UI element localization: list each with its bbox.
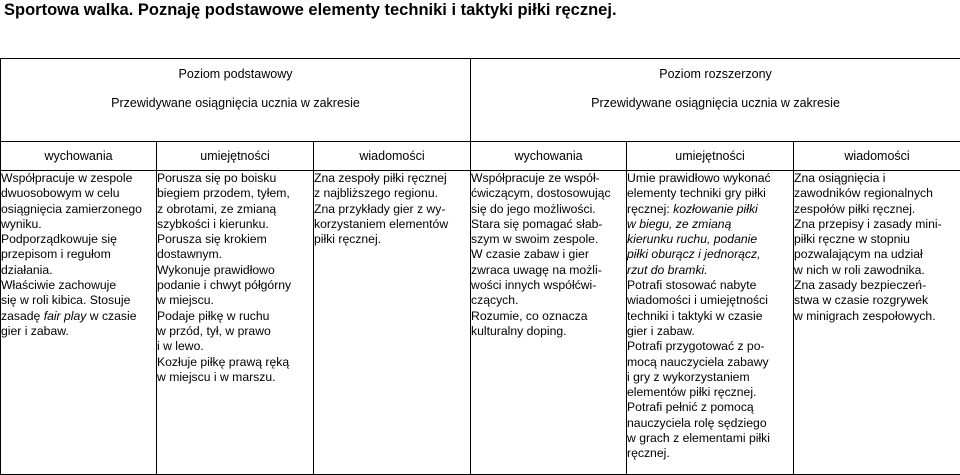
- cell-line: Współpracuje ze współ-: [471, 171, 600, 185]
- cell-line: Wykonuje prawidłowo: [157, 262, 275, 277]
- page-title: Sportowa walka. Poznaję podstawowe elementy techniki i taktyki piłki ręcznej.: [4, 1, 617, 19]
- cell-line: wiadomości i umiejętności: [627, 293, 768, 308]
- cell-line: Kozłuje piłkę prawą ręką: [157, 354, 290, 369]
- category-header: wiadomości: [794, 142, 960, 171]
- cell-line: Porusza się po boisku: [157, 171, 277, 185]
- cell-line: podanie i chwyt półgórny: [157, 278, 292, 293]
- cell-line: [1, 309, 156, 324]
- cell-line: Współpracuje w zespole: [1, 171, 133, 185]
- cell-line: piłki ręcznej.: [314, 232, 382, 247]
- cell-line: W czasie zabaw i gier: [471, 247, 589, 262]
- fair-play-term: fair play: [43, 308, 87, 323]
- cell-line: gier i zabaw.: [627, 323, 695, 338]
- cell-line: Stara się pomagać słab-: [471, 216, 603, 231]
- cell-line: kulturalny doping.: [471, 323, 567, 338]
- cell-line: Właściwie zachowuje: [1, 278, 117, 293]
- cell-line: Potrafi pełnić z pomocą: [627, 400, 754, 415]
- cell-line: w miejscu i w marszu.: [157, 369, 276, 384]
- cell-line: Porusza się krokiem: [157, 232, 267, 247]
- cell-line: nauczyciela rolę sędziego: [627, 415, 767, 430]
- italic-term: kierunku ruchu, podanie: [627, 232, 758, 247]
- cell-line: pozwalającym na udział: [794, 247, 923, 262]
- cell-line: w grach z elementami piłki: [627, 431, 770, 446]
- cell-line: w nich w roli zawodnika.: [794, 262, 925, 277]
- cell-line: korzystaniem elementów: [314, 216, 449, 231]
- cell-line: się do jego możliwości.: [471, 201, 596, 216]
- italic-term: kozłowanie piłki: [673, 201, 758, 216]
- extended-level-header: [471, 59, 960, 142]
- italic-term: piłki oburącz i jednorącz,: [627, 247, 761, 262]
- cell-line: elementy techniki gry piłki: [627, 186, 766, 201]
- category-header: wychowania: [471, 142, 627, 171]
- cell-line: dwuosobowym w celu: [1, 186, 120, 201]
- cell-line: zespołów piłki ręcznej.: [794, 201, 916, 216]
- extended-upbringing-cell: [471, 171, 627, 475]
- cell-line: wości innych współćwi-: [471, 278, 597, 293]
- content-row: [1, 171, 960, 475]
- basic-level-header: [1, 59, 471, 142]
- extended-level-subtitle: Przewidywane osiągnięcia ucznia w zakresie: [591, 96, 840, 110]
- cell-line: szym w swoim zespole.: [471, 232, 599, 247]
- category-header: wiadomości: [314, 142, 471, 171]
- cell-line: dostawnym.: [157, 247, 223, 262]
- cell-line: przepisom i regułom: [1, 247, 111, 262]
- cell-line: szybkości i kierunku.: [157, 216, 269, 231]
- basic-level-label: Poziom podstawowy: [178, 67, 293, 81]
- cell-line: działania.: [1, 262, 53, 277]
- extended-skills-cell: [627, 171, 794, 475]
- achievements-table: [0, 58, 960, 475]
- cell-line: wyniku.: [1, 216, 42, 231]
- cell-line: [627, 202, 793, 217]
- cell-line: biegiem przodem, tyłem,: [157, 186, 290, 201]
- cell-line: ćwiczącym, dostosowując: [471, 186, 611, 201]
- cell-line: zwraca uwagę na możli-: [471, 262, 602, 277]
- extended-level-label: Poziom rozszerzony: [659, 67, 772, 81]
- cell-text: w czasie: [86, 308, 137, 323]
- cell-line: w przód, tył, w prawo: [157, 323, 271, 338]
- cell-line: Zna zasady bezpieczeń-: [794, 278, 927, 293]
- cell-line: Potrafi stosować nabyte: [627, 278, 757, 293]
- category-header: wychowania: [1, 142, 157, 171]
- cell-line: i w lewo.: [157, 339, 204, 354]
- extended-knowledge-cell: [794, 171, 960, 475]
- basic-upbringing-cell: [1, 171, 157, 475]
- category-header: umiejętności: [627, 142, 794, 171]
- cell-line: zawodników regionalnych: [794, 186, 933, 201]
- cell-line: Podaje piłkę w ruchu: [157, 308, 270, 323]
- cell-line: Rozumie, co oznacza: [471, 308, 588, 323]
- category-header-row: [1, 142, 960, 171]
- cell-line: Zna zespoły piłki ręcznej: [314, 171, 447, 185]
- cell-text: ręcznej:: [627, 201, 674, 216]
- cell-line: z najbliższego regionu.: [314, 186, 438, 201]
- cell-text: zasadę: [1, 308, 44, 323]
- cell-line: Umie prawidłowo wykonać: [627, 171, 771, 185]
- cell-line: gier i zabaw.: [1, 323, 69, 338]
- category-header: umiejętności: [157, 142, 314, 171]
- cell-line: Zna przepisy i zasady mini-: [794, 216, 942, 231]
- cell-line: piłki ręczne w stopniu: [794, 232, 910, 247]
- cell-line: w miejscu.: [157, 293, 214, 308]
- cell-line: Zna osiągnięcia i: [794, 171, 886, 185]
- cell-line: mocą nauczyciela zabawy: [627, 354, 769, 369]
- cell-line: Podporządkowuje się: [1, 232, 117, 247]
- cell-line: osiągnięcia zamierzonego: [1, 201, 142, 216]
- italic-term: rzut do bramki.: [627, 262, 708, 277]
- italic-term: w biegu, ze zmianą: [627, 216, 732, 231]
- cell-line: techniki i taktyki w czasie: [627, 308, 763, 323]
- cell-line: Zna przykłady gier z wy-: [314, 201, 446, 216]
- cell-line: w minigrach zespołowych.: [794, 308, 936, 323]
- level-header-row: [1, 59, 960, 142]
- basic-level-subtitle: Przewidywane osiągnięcia ucznia w zakresie: [111, 96, 360, 110]
- cell-line: się w roli kibica. Stosuje: [1, 293, 131, 308]
- basic-knowledge-cell: [314, 171, 471, 475]
- cell-line: czących.: [471, 293, 519, 308]
- cell-line: elementów piłki ręcznej.: [627, 385, 757, 400]
- cell-line: Potrafi przygotować z po-: [627, 339, 765, 354]
- cell-line: stwa w czasie rozgrywek: [794, 293, 929, 308]
- cell-line: z obrotami, ze zmianą: [157, 201, 277, 216]
- cell-line: ręcznej.: [627, 446, 670, 461]
- basic-skills-cell: [157, 171, 314, 475]
- cell-line: i gry z wykorzystaniem: [627, 369, 750, 384]
